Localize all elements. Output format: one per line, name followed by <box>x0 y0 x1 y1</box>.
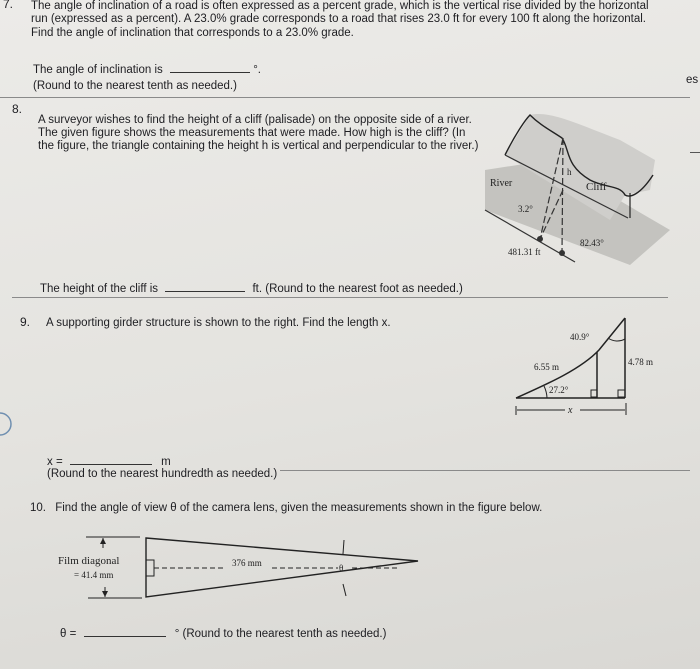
cliff-figure <box>470 100 700 270</box>
round-note: ft. (Round to the nearest foot as needed.) <box>252 283 463 295</box>
round-note: (Round to the nearest tenth as needed.) <box>33 80 237 92</box>
question-10-number: 10. <box>30 502 46 514</box>
hypotenuse-label: 6.55 m <box>534 362 560 372</box>
divider <box>280 470 690 471</box>
question-8-line-3: the figure, the triangle containing the height h is vertical and perpendicular to the river.) <box>38 140 479 152</box>
river-label: River <box>490 178 513 189</box>
height-answer-input[interactable] <box>165 281 245 292</box>
answer-label: x = <box>47 456 63 468</box>
degree-unit: °. <box>253 64 261 76</box>
question-9-text: A supporting girder structure is shown to the right. Find the length x. <box>46 317 391 329</box>
question-10-answer <box>60 626 386 641</box>
side-text: es <box>686 74 699 86</box>
divider <box>12 297 668 298</box>
question-7-line-2: run (expressed as a percent). A 23.0% grade corresponds to a road that rises 23.0 ft for every 100 ft along the horizontal. <box>31 13 646 25</box>
angle-27-2-label: 27.2° <box>549 385 569 395</box>
question-9-answer <box>47 454 171 469</box>
answer-label: The height of the cliff is <box>40 283 159 295</box>
circle-mark <box>0 410 20 440</box>
question-8-answer <box>40 281 463 296</box>
question-7-number: 7. <box>3 0 14 11</box>
cliff-label: Cliff <box>586 181 607 193</box>
answer-label: The angle of inclination is <box>33 64 163 76</box>
question-9-number: 9. <box>20 315 31 329</box>
question-8-line-2: The given figure shows the measurements that were made. How high is the cliff? (In <box>38 127 466 139</box>
theta-label: θ <box>339 563 344 573</box>
angle-3-2-label: 3.2° <box>518 204 533 214</box>
film-diagonal-label: Film diagonal <box>58 555 120 567</box>
x-answer-input[interactable] <box>70 454 152 465</box>
question-7-answer <box>33 62 261 77</box>
round-note: ° (Round to the nearest tenth as needed.) <box>174 628 387 640</box>
angle-answer-input[interactable] <box>170 62 250 73</box>
answer-label: θ = <box>60 628 77 640</box>
question-10-text: Find the angle of view θ of the camera lens, given the measurements shown in the figure below. <box>55 502 543 514</box>
x-label: x <box>568 405 573 416</box>
round-note: (Round to the nearest hundredth as needed.) <box>47 468 278 480</box>
question-7-line-3: Find the angle of inclination that corresponds to a 23.0% grade. <box>31 27 354 39</box>
question-7-line-1: The angle of inclination of a road is often expressed as a percent grade, which is the vertical rise divided by the horizontal <box>31 0 649 12</box>
side-length-label: 4.78 m <box>628 357 654 367</box>
unit-label: m <box>161 456 171 468</box>
question-8-number: 8. <box>12 102 23 116</box>
angle-82-43-label: 82.43° <box>580 238 604 248</box>
camera-lens-figure <box>50 520 430 610</box>
distance-label: 481.31 ft <box>508 247 541 257</box>
h-label: h <box>567 167 572 177</box>
theta-answer-input[interactable] <box>84 626 166 637</box>
angle-40-9-label: 40.9° <box>570 332 590 342</box>
length-label: 376 mm <box>232 558 262 568</box>
girder-figure <box>500 310 700 420</box>
question-10 <box>30 502 542 515</box>
divider <box>0 97 690 98</box>
question-8-line-1: A surveyor wishes to find the height of a cliff (palisade) on the opposite side of a river. <box>38 114 472 126</box>
film-diagonal-value: = 41.4 mm <box>74 570 114 580</box>
